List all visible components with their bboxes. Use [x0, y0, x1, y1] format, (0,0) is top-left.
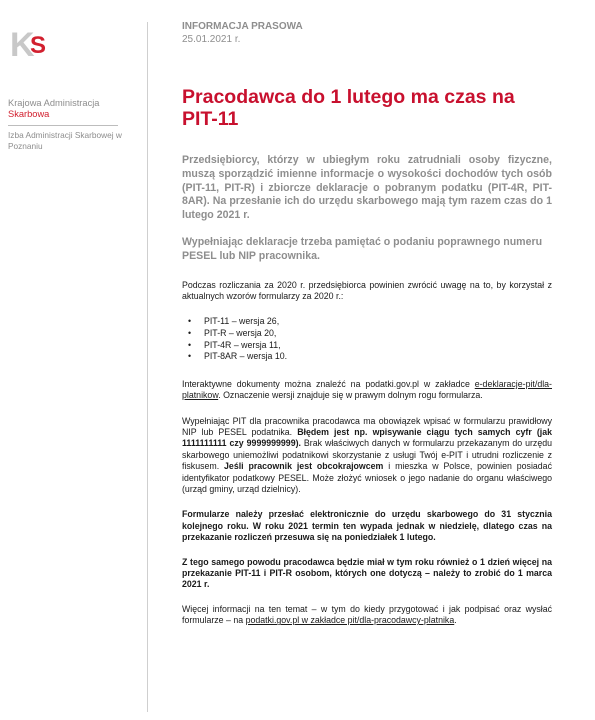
list-item: • PIT-8AR – wersja 10. [188, 351, 288, 362]
sidebar-branding [8, 28, 148, 151]
pracodawcy-platnika-link[interactable]: podatki.gov.pl w zakładce pit/dla-pracodawcy-platnika [245, 615, 455, 626]
page-title: Pracodawca do 1 lutego ma czas na PIT-11 [182, 86, 515, 130]
form-version-list [182, 316, 552, 362]
org-separator [8, 125, 118, 126]
intro-paragraph: Podczas rozliczania za 2020 r. przedsiębiorca powinien zwrócić uwagę na to, by korzystał z aktualnych wzorów formularzy za 2020 r.: [182, 279, 552, 301]
lead-paragraph: Przedsiębiorcy, którzy w ubiegłym roku zatrudniali osoby fizyczne, muszą sporządzić imienne informacje o wysokości dochodów tych osób (PIT-11, PIT-R) i zbiorcze deklaracje o pobranym podatku (PIT-4R, PIT-8AR). Na przesłanie ich do urzędu skarbowego mają tym razem czas do 1 lutego 2021 r. [182, 154, 552, 222]
list-item: • PIT-4R – wersja 11, [188, 339, 281, 350]
bullet-icon: • [188, 339, 192, 350]
org-unit: Izba Administracji Skarbowej w Poznaniu [8, 130, 122, 151]
interactive-docs-paragraph: Interaktywne dokumenty można znaleźć na podatki.gov.pl w zakładce e-deklaracje-pit/dla-platnikow. Oznaczenie wersji znajduje się w prawym dolnym rogu formularza. [182, 378, 552, 401]
org-name-line2: Skarbowa [8, 109, 50, 119]
bullet-icon: • [188, 327, 192, 338]
list-item: • PIT-11 – wersja 26, [188, 316, 280, 327]
pesel-paragraph: Wypełniając PIT dla pracownika pracodawca ma obowiązek wpisać w formularzu prawidłowy NIP lub PESEL podatnika. Błędem jest np. wpisywanie ciągu tych samych cyfr (jak 1111111111 czy 9999999999). Brak właściwych danych w formularzu przekazanym do urzędu skarbowego uniemożliwi podatnikowi skorzystanie z usługi Twój e-PIT i utrudni rozliczenie z fiskusem. Jeśli pracownik jest obcokrajowcem i mieszka w Polsce, powinien posiadać identyfikator podatkowy PESEL. Może złożyć wniosek o jego nadanie do organu właściwego (urząd gminy, urząd dzielnicy). [182, 415, 552, 495]
more-info-paragraph: Więcej informacji na ten temat – w tym do kiedy przygotować i jak podpisać oraz wysłać formularze – na podatki.gov.pl w zakładce pit/dla-pracodawcy-platnika. [182, 603, 552, 626]
org-name-line1: Krajowa Administracja [8, 98, 100, 108]
bullet-icon: • [188, 316, 192, 327]
press-label: INFORMACJA PRASOWA [182, 21, 303, 32]
lead-paragraph-2: Wypełniając deklaracje trzeba pamiętać o podaniu poprawnego numeru PESEL lub NIP pracownika. [182, 235, 543, 262]
document-body [182, 20, 552, 627]
bullet-icon: • [188, 351, 192, 362]
deadline-paragraph-2: Z tego samego powodu pracodawca będzie miał w tym roku również o 1 dzień więcej na przekazanie PIT-11 i PIT-R osobom, których one dotyczą – należy to zrobić do 1 marca 2021 r. [182, 556, 552, 590]
list-item: • PIT-R – wersja 20, [188, 327, 277, 338]
press-date: 25.01.2021 r. [182, 34, 241, 45]
deadline-paragraph: Formularze należy przesłać elektronicznie do urzędu skarbowego do 31 stycznia kolejnego roku. W roku 2021 termin ten wypada jednak w niedzielę, dlatego czas na przekazanie rozliczeń przesuwa się na poniedziałek 1 lutego. [182, 509, 552, 543]
e-deklaracje-link[interactable]: e-deklaracje-pit/dla-platnikow [182, 378, 552, 401]
kas-logo: K S [10, 26, 47, 64]
